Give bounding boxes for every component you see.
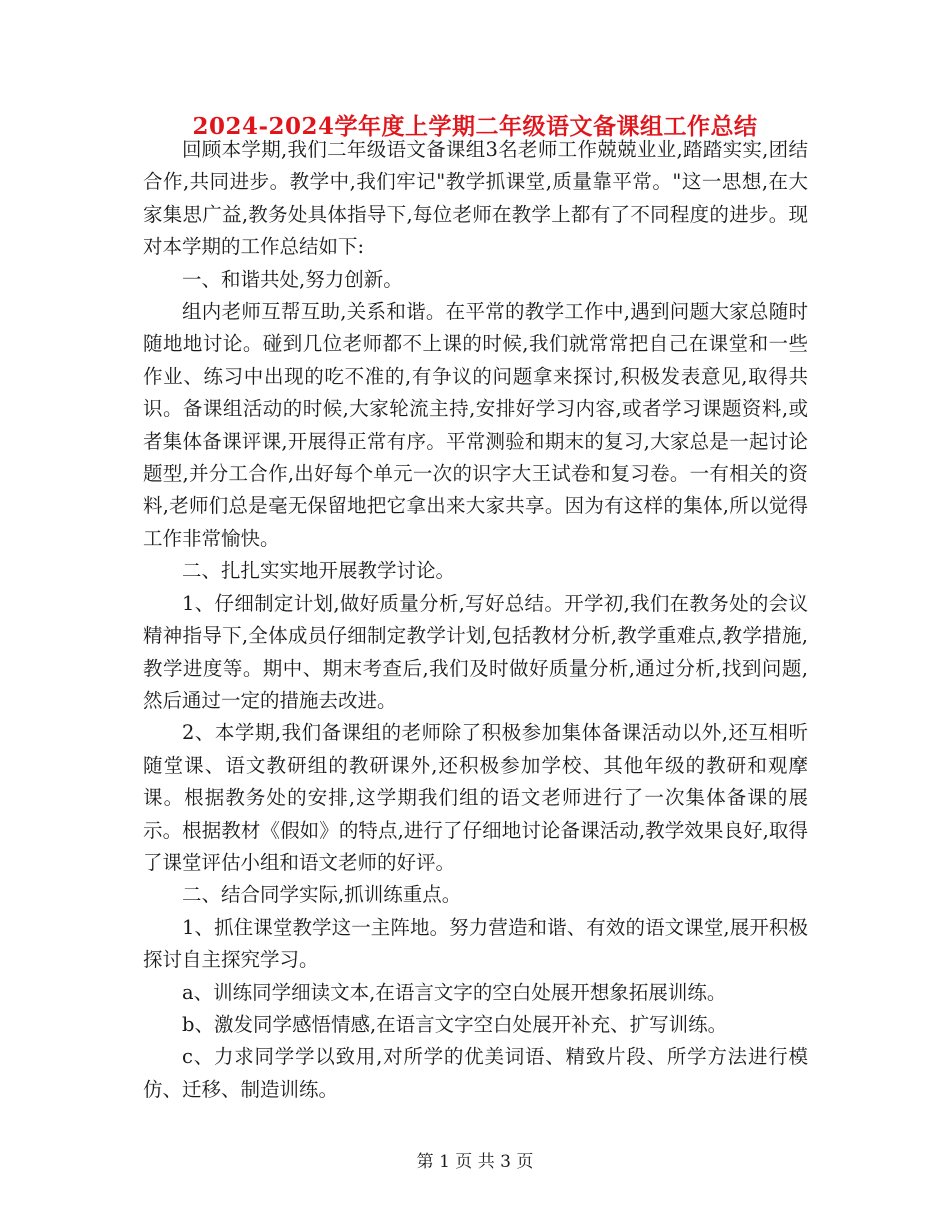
- paragraph-teamwork: 组内老师互帮互助,关系和谐。在平常的教学工作中,遇到问题大家总随时随地地讨论。碰到几位老师都不上课的时候,我们就常常把自己在课堂和一些作业、练习中出现的吃不准的,有争议的问题拿来探讨,积极发表意见,取得共识。备课组活动的时候,大家轮流主持,安排好学习内容,或者学习课题资料,或者集体备课评课,开展得正常有序。平常测验和期末的复习,大家总是一起讨论题型,并分工合作,出好每个单元一次的识字大王试卷和复习卷。一有相关的资料,老师们总是毫无保留地把它拿出来大家共享。因为有这样的集体,所以觉得工作非常愉快。: [143, 300, 808, 550]
- paragraph-planning: 1、仔细制定计划,做好质量分析,写好总结。开学初,我们在教务处的会议精神指导下,全体成员仔细制定教学计划,包括教材分析,教学重难点,教学措施,教学进度等。期中、期末考查后,我们及时做好质量分析,通过分析,找到问题,然后通过一定的措施去改进。: [143, 591, 808, 712]
- document-title: 2024-2024学年度上学期二年级语文备课组工作总结: [192, 113, 758, 140]
- paragraph-intro: 回顾本学期,我们二年级语文备课组3名老师工作兢兢业业,踏踏实实,团结合作,共同进步。教学中,我们牢记"教学抓课堂,质量靠平常。"这一思想,在大家集思广益,教务处具体指导下,每位老师在教学上都有了不同程度的进步。现对本学期的工作总结如下:: [143, 138, 808, 259]
- list-item-b: b、激发同学感悟情感,在语言文字空白处展开补充、扩写训练。: [182, 1012, 728, 1036]
- paragraph-observation: 2、本学期,我们备课组的老师除了积极参加集体备课活动以外,还互相听随堂课、语文教研组的教研课外,还积极参加学校、其他年级的教研和观摩课。根据教务处的安排,这学期我们组的语文老师进行了一次集体备课的展示。根据教材《假如》的特点,进行了仔细地讨论备课活动,教学效果良好,取得了课堂评估小组和语文老师的好评。: [143, 721, 808, 874]
- list-item-c: c、力求同学学以致用,对所学的优美词语、精致片段、所学方法进行模仿、迁移、制造训练。: [143, 1045, 808, 1101]
- section-heading-research: 二、扎扎实实地开展教学讨论。: [182, 559, 456, 583]
- document-body: [143, 134, 808, 1106]
- section-heading-harmony: 一、和谐共处,努力创新。: [182, 267, 403, 291]
- list-item-a: a、训练同学细读文本,在语言文字的空白处展开想象拓展训练。: [182, 980, 727, 1004]
- paragraph-classroom: 1、抓住课堂教学这一主阵地。努力营造和谐、有效的语文课堂,展开积极探讨自主探究学习。: [143, 915, 808, 972]
- section-heading-training: 二、结合同学实际,抓训练重点。: [182, 883, 462, 907]
- page-number-footer: 第 1 页 共 3 页: [416, 1152, 534, 1172]
